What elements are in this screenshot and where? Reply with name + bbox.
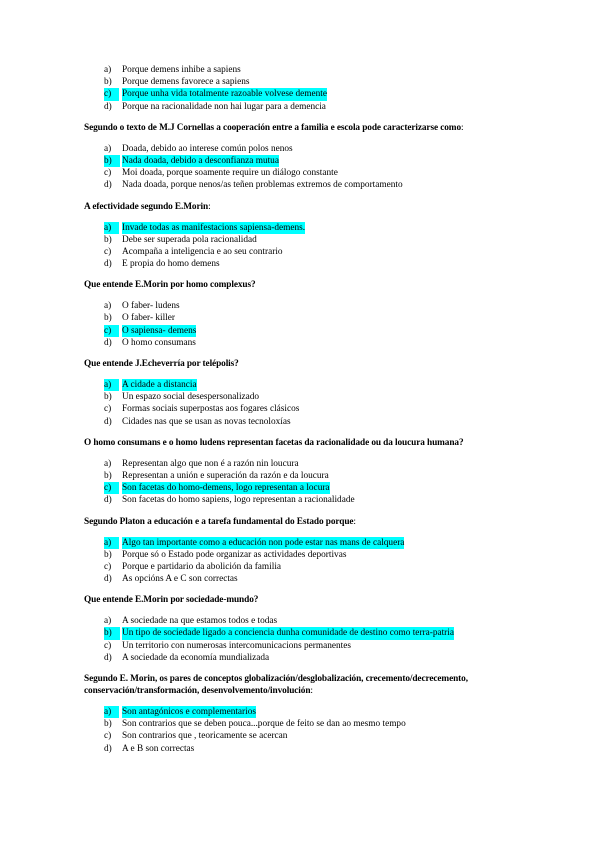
answer-option bbox=[0, 730, 600, 742]
question-label: Segundo E. Morin, os pares de conceptos globalización/desglobalización, crecemento/decrecemento, conservación/transformación, desenvolvemento/involución bbox=[84, 674, 468, 696]
option-letter: c) bbox=[104, 404, 112, 415]
option-letter: a) bbox=[104, 222, 119, 234]
option-text: As opcións A e C son correctas bbox=[122, 574, 238, 585]
option-letter: a) bbox=[104, 379, 119, 391]
answer-option-highlighted bbox=[0, 88, 600, 100]
answer-option bbox=[0, 470, 600, 482]
option-text: Formas sociais superpostas aos fogares clásicos bbox=[122, 404, 300, 415]
answer-option bbox=[0, 561, 600, 573]
option-text: Nada doada, porque nenos/as teñen problemas extremos de comportamento bbox=[122, 180, 403, 191]
question-text bbox=[84, 673, 524, 697]
answer-option bbox=[0, 179, 600, 191]
option-letter: a) bbox=[104, 65, 112, 75]
answer-option bbox=[0, 549, 600, 561]
option-letter: c) bbox=[104, 325, 119, 337]
option-text: A e B son correctas bbox=[122, 743, 195, 754]
answer-option-highlighted bbox=[0, 222, 600, 234]
answer-option bbox=[0, 258, 600, 270]
option-text: Son contrarios que , teoricamente se acercan bbox=[122, 731, 288, 742]
option-text: Porque demens favorece a sapiens bbox=[122, 77, 250, 88]
answer-option bbox=[0, 234, 600, 246]
option-text: A sociedade da economía mundializada bbox=[122, 652, 270, 663]
question-block bbox=[0, 279, 600, 349]
option-letter: b) bbox=[104, 313, 112, 324]
option-text: Algo tan importante como a educación non pode estar nas mans de calquera bbox=[122, 537, 405, 548]
question-block bbox=[0, 64, 600, 113]
option-letter: c) bbox=[104, 246, 112, 257]
option-letter: c) bbox=[104, 168, 112, 179]
option-text: E propia do homo demens bbox=[122, 259, 220, 270]
answer-option-highlighted bbox=[0, 325, 600, 337]
question-text bbox=[84, 594, 524, 606]
question-text bbox=[84, 122, 524, 134]
question-text bbox=[84, 358, 524, 370]
answer-option bbox=[0, 494, 600, 506]
answer-option-highlighted bbox=[0, 706, 600, 718]
option-letter: b) bbox=[104, 155, 120, 167]
option-text: Son antagónicos e complementarios bbox=[122, 707, 256, 717]
answer-list bbox=[0, 300, 600, 349]
option-letter: a) bbox=[104, 143, 112, 154]
option-letter: b) bbox=[104, 627, 120, 639]
option-text: O homo consumans bbox=[122, 337, 196, 348]
answer-option bbox=[0, 391, 600, 403]
answer-option bbox=[0, 312, 600, 324]
answer-option bbox=[0, 143, 600, 155]
question-suffix: : bbox=[208, 201, 211, 212]
answer-option bbox=[0, 403, 600, 415]
question-label: Segundo Platon a educación e a tarefa fundamental do Estado porque bbox=[84, 516, 354, 527]
option-letter: a) bbox=[104, 458, 112, 469]
answer-option bbox=[0, 64, 600, 76]
option-letter: c) bbox=[104, 482, 119, 494]
option-letter: d) bbox=[104, 652, 112, 663]
answer-option bbox=[0, 743, 600, 755]
answer-option bbox=[0, 300, 600, 312]
answer-option bbox=[0, 246, 600, 258]
option-letter: d) bbox=[104, 495, 112, 506]
question-label: Segundo o texto de M.J Cornellas a cooperación entre a familia e escola pode caracterizarse como bbox=[84, 122, 461, 133]
answer-option bbox=[0, 167, 600, 179]
option-letter: b) bbox=[104, 719, 112, 730]
answer-option bbox=[0, 101, 600, 113]
question-text bbox=[84, 437, 524, 449]
option-letter: c) bbox=[104, 88, 119, 100]
option-text: Moi doada, porque soamente require un diálogo constante bbox=[122, 168, 338, 179]
answer-option bbox=[0, 573, 600, 585]
option-letter: d) bbox=[104, 337, 112, 348]
option-letter: d) bbox=[104, 259, 112, 270]
question-block bbox=[0, 201, 600, 271]
option-text: Acompaña a inteligencia e ao seu contrario bbox=[122, 246, 283, 257]
answer-option-highlighted bbox=[0, 155, 600, 167]
option-letter: b) bbox=[104, 234, 112, 245]
option-letter: d) bbox=[104, 101, 112, 112]
question-block bbox=[0, 516, 600, 586]
option-letter: b) bbox=[104, 549, 112, 560]
question-label: O homo consumans e o homo ludens representan facetas da racionalidade ou da loucura humana? bbox=[84, 437, 464, 448]
option-letter: d) bbox=[104, 743, 112, 754]
question-label: Que entende J.Echeverría por telépolis? bbox=[84, 359, 239, 369]
option-text: Nada doada, debido a desconfianza mutua bbox=[122, 155, 279, 166]
answer-option-highlighted bbox=[0, 537, 600, 549]
option-letter: a) bbox=[104, 706, 119, 718]
answer-option bbox=[0, 615, 600, 627]
option-text: O sapiensa- demens bbox=[122, 325, 197, 336]
answer-list bbox=[0, 537, 600, 586]
option-text: Son contrarios que se deben pouca...porque de feito se dan ao mesmo tempo bbox=[122, 719, 406, 730]
option-letter: a) bbox=[104, 616, 112, 627]
answer-option-highlighted bbox=[0, 627, 600, 639]
option-text: Cidades nas que se usan as novas tecnoloxías bbox=[122, 416, 291, 427]
option-text: Un tipo de sociedade ligado a conciencia dunha comunidade de destino como terra-patria bbox=[122, 628, 454, 639]
option-text: Un territorio con numerosas intercomunicacions permanentes bbox=[122, 640, 351, 651]
option-text: Son facetas do homo sapiens, logo representan a racionalidade bbox=[122, 495, 355, 506]
option-letter: c) bbox=[104, 561, 112, 572]
option-letter: d) bbox=[104, 574, 112, 585]
question-text bbox=[84, 201, 524, 213]
option-text: A cidade a distancia bbox=[122, 380, 197, 390]
option-letter: c) bbox=[104, 731, 112, 742]
answer-list bbox=[0, 222, 600, 271]
answer-list bbox=[0, 379, 600, 428]
question-suffix: : bbox=[310, 686, 313, 696]
option-letter: a) bbox=[104, 537, 119, 549]
option-letter: c) bbox=[104, 640, 112, 651]
option-letter: d) bbox=[104, 180, 112, 191]
option-text: O faber- killer bbox=[122, 313, 175, 324]
answer-option-highlighted bbox=[0, 482, 600, 494]
question-suffix: : bbox=[353, 516, 356, 527]
answer-list bbox=[0, 706, 600, 755]
option-text: Doada, debido ao interese común polos nenos bbox=[122, 143, 293, 154]
option-text: Porque demens inhibe a sapiens bbox=[122, 65, 241, 75]
option-text: Porque unha vida totalmente razoable volvese demente bbox=[122, 89, 327, 100]
question-label: Que entende E.Morin por sociedade-mundo? bbox=[84, 595, 259, 606]
question-text bbox=[84, 279, 524, 291]
option-letter: b) bbox=[104, 392, 112, 403]
answer-option bbox=[0, 458, 600, 470]
question-suffix: : bbox=[461, 122, 464, 133]
option-text: Son facetas do homo-demens, logo representan a locura bbox=[122, 483, 330, 494]
answer-option bbox=[0, 718, 600, 730]
option-letter: d) bbox=[104, 416, 112, 427]
question-block bbox=[0, 358, 600, 428]
question-label: Que entende E.Morin por homo complexus? bbox=[84, 280, 256, 291]
option-text: Un espazo social desespersonalizado bbox=[122, 392, 260, 403]
option-text: A sociedade na que estamos todos e todas bbox=[122, 616, 278, 627]
answer-option bbox=[0, 640, 600, 652]
option-text: Debe ser superada pola racionalidad bbox=[122, 234, 257, 245]
option-text: Representan algo que non é a razón nin loucura bbox=[122, 458, 299, 469]
answer-list bbox=[0, 615, 600, 664]
option-letter: a) bbox=[104, 301, 112, 312]
option-text: Porque só o Estado pode organizar as actividades deportivas bbox=[122, 549, 347, 560]
question-block bbox=[0, 594, 600, 664]
option-text: O faber- ludens bbox=[122, 301, 180, 312]
question-text bbox=[84, 516, 524, 528]
answer-option bbox=[0, 652, 600, 664]
question-block bbox=[0, 673, 600, 755]
exam-document bbox=[0, 64, 600, 764]
option-text: Porque e partidario da abolición da familia bbox=[122, 561, 282, 572]
option-letter: b) bbox=[104, 470, 112, 481]
answer-option bbox=[0, 76, 600, 88]
answer-list bbox=[0, 458, 600, 507]
question-block bbox=[0, 122, 600, 192]
question-block bbox=[0, 437, 600, 507]
option-text: Representan a unión e superación da razón e da loucura bbox=[122, 470, 329, 481]
answer-list bbox=[0, 143, 600, 192]
answer-option-highlighted bbox=[0, 379, 600, 391]
answer-list bbox=[0, 64, 600, 113]
option-letter: b) bbox=[104, 77, 112, 88]
question-label: A efectividade segundo E.Morin bbox=[84, 201, 209, 212]
option-text: Invade todas as manifestacions sapiensa-demens. bbox=[122, 222, 306, 233]
answer-option bbox=[0, 416, 600, 428]
option-text: Porque na racionalidade non hai lugar para a demencia bbox=[122, 101, 326, 112]
answer-option bbox=[0, 337, 600, 349]
